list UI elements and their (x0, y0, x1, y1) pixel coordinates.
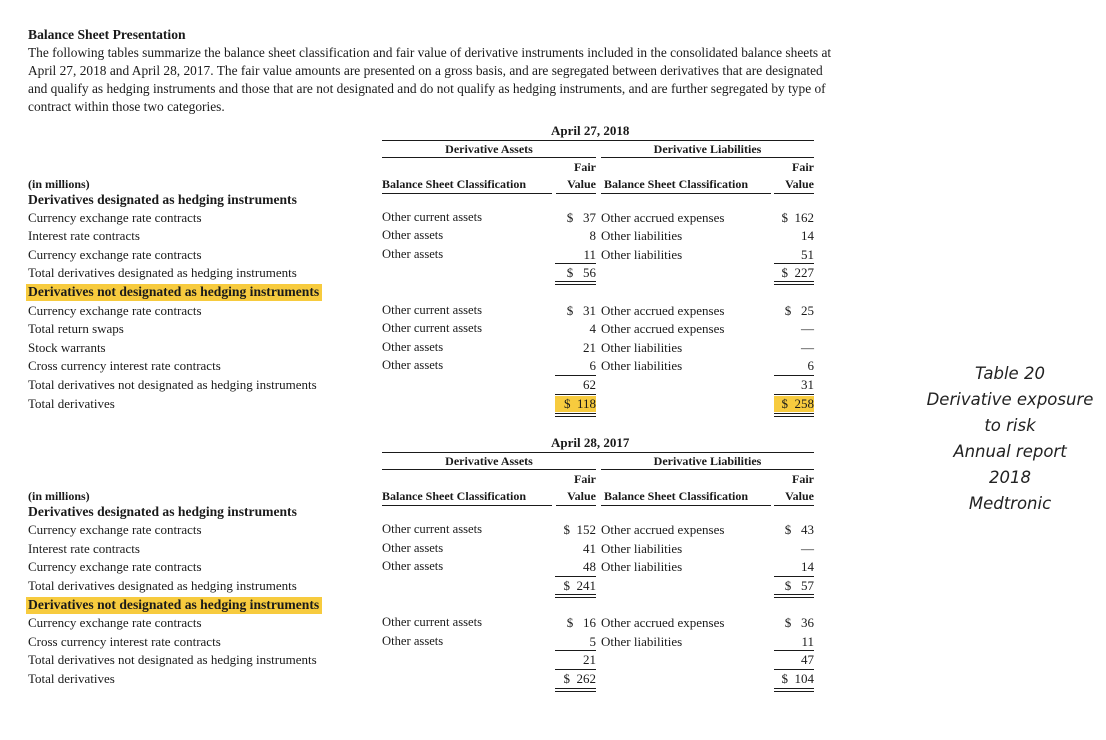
liability-classification: Other liabilities (601, 228, 683, 243)
col-classification-label: Balance Sheet Classification (604, 177, 748, 191)
liability-fair-value: 14 (801, 228, 814, 243)
asset-classification: Other assets (382, 541, 444, 555)
total-not-designated-label: Total derivatives not designated as hedging instruments (28, 652, 317, 667)
table-period-header: April 28, 2017 (551, 435, 630, 450)
asset-fair-value: 41 (583, 541, 596, 556)
asset-fair-value: 11 (583, 247, 596, 262)
liability-classification: Other accrued expenses (601, 210, 725, 225)
liability-fair-value: 14 (801, 559, 814, 574)
intro-paragraph (28, 44, 958, 116)
liability-fair-value: $ 162 (781, 210, 814, 225)
intro-line: The following tables summarize the balance sheet classification and fair value of derivative instruments included in the consolidated balance sheets at (28, 45, 832, 60)
grand-total-assets: $ 118 (555, 396, 596, 412)
liability-fair-value: 11 (801, 634, 814, 649)
total-not-designated-label: Total derivatives not designated as hedging instruments (28, 377, 317, 392)
asset-fair-value: $ 16 (566, 615, 596, 630)
liability-classification: Other liabilities (601, 247, 683, 262)
asset-classification: Other current assets (382, 210, 483, 224)
liability-fair-value: 51 (801, 247, 814, 262)
table-period-header: April 27, 2018 (551, 123, 630, 138)
side-note (910, 361, 1106, 517)
row-label: Currency exchange rate contracts (28, 247, 202, 262)
asset-classification: Other assets (382, 559, 444, 573)
row-label: Currency exchange rate contracts (28, 303, 202, 318)
intro-line: contract within those two categories. (28, 99, 225, 114)
liability-fair-value: 6 (807, 358, 814, 373)
asset-fair-value: $ 37 (566, 210, 596, 225)
side-note-line: Annual report (953, 442, 1067, 461)
col-fair-label: Fair (574, 472, 596, 486)
total-designated-assets: $ 56 (566, 265, 596, 280)
intro-line: April 27, 2018 and April 28, 2017. The fair value amounts are presented on a gross basis, and are segregated between derivatives that are designated (28, 63, 823, 78)
col-classification-label: Balance Sheet Classification (604, 489, 748, 503)
total-designated-liabilities: $ 227 (781, 265, 814, 280)
col-fair-label: Fair (574, 160, 596, 174)
liability-fair-value: $ 36 (784, 615, 814, 630)
liability-classification: Other liabilities (601, 634, 683, 649)
assets-group-header: Derivative Assets (445, 454, 533, 468)
grand-total-label: Total derivatives (28, 671, 115, 686)
grand-total-label: Total derivatives (28, 396, 115, 411)
col-fair-label: Fair (792, 160, 814, 174)
liability-classification: Other liabilities (601, 358, 683, 373)
side-note-line: to risk (984, 416, 1036, 435)
asset-fair-value: 4 (589, 321, 596, 336)
liability-classification: Other liabilities (601, 541, 683, 556)
side-note-line: Derivative exposure (926, 390, 1094, 409)
asset-fair-value: $ 152 (563, 522, 596, 537)
row-label: Currency exchange rate contracts (28, 559, 202, 574)
asset-fair-value: 48 (583, 559, 596, 574)
asset-classification: Other assets (382, 634, 444, 648)
liability-fair-value: — (801, 340, 814, 355)
liability-classification: Other accrued expenses (601, 321, 725, 336)
total-not-designated-assets: 21 (583, 652, 596, 667)
liability-fair-value: $ 25 (784, 303, 814, 318)
asset-fair-value: 6 (589, 358, 596, 373)
side-note-line: Table 20 (975, 364, 1045, 383)
liabilities-group-header: Derivative Liabilities (653, 142, 762, 156)
col-value-label: Value (785, 489, 814, 503)
col-classification-label: Balance Sheet Classification (382, 489, 526, 503)
units-label: (in millions) (28, 177, 90, 191)
row-label: Stock warrants (28, 340, 106, 355)
section-heading-not-designated: Derivatives not designated as hedging instruments (26, 284, 322, 301)
section-title: Balance Sheet Presentation (28, 27, 186, 42)
grand-total-liabilities: $ 104 (781, 671, 814, 686)
total-not-designated-assets: 62 (583, 377, 596, 392)
liability-fair-value: — (801, 321, 814, 336)
section-heading-designated: Derivatives designated as hedging instruments (28, 192, 297, 207)
row-label: Interest rate contracts (28, 228, 140, 243)
side-note-line: 2018 (989, 468, 1031, 487)
total-not-designated-liabilities: 47 (801, 652, 814, 667)
asset-classification: Other assets (382, 247, 444, 261)
liability-classification: Other liabilities (601, 340, 683, 355)
asset-classification: Other current assets (382, 522, 483, 536)
liability-classification: Other liabilities (601, 559, 683, 574)
asset-classification: Other assets (382, 358, 444, 372)
liability-classification: Other accrued expenses (601, 615, 725, 630)
col-fair-label: Fair (792, 472, 814, 486)
row-label: Interest rate contracts (28, 541, 140, 556)
total-designated-label: Total derivatives designated as hedging instruments (28, 265, 297, 280)
row-label: Cross currency interest rate contracts (28, 358, 221, 373)
asset-classification: Other assets (382, 228, 444, 242)
liability-fair-value: — (801, 541, 814, 556)
asset-fair-value: 5 (589, 634, 596, 649)
row-label: Cross currency interest rate contracts (28, 634, 221, 649)
grand-total-liabilities: $ 258 (774, 396, 814, 412)
total-designated-assets: $ 241 (563, 578, 596, 593)
units-label: (in millions) (28, 489, 90, 503)
col-value-label: Value (567, 489, 596, 503)
asset-classification: Other assets (382, 340, 444, 354)
total-designated-liabilities: $ 57 (784, 578, 814, 593)
asset-classification: Other current assets (382, 321, 483, 335)
row-label: Currency exchange rate contracts (28, 210, 202, 225)
side-note-line: Medtronic (968, 494, 1052, 513)
row-label: Currency exchange rate contracts (28, 522, 202, 537)
liability-fair-value: $ 43 (784, 522, 814, 537)
col-value-label: Value (567, 177, 596, 191)
col-classification-label: Balance Sheet Classification (382, 177, 526, 191)
assets-group-header: Derivative Assets (445, 142, 533, 156)
col-value-label: Value (785, 177, 814, 191)
total-not-designated-liabilities: 31 (801, 377, 814, 392)
total-designated-label: Total derivatives designated as hedging instruments (28, 578, 297, 593)
asset-classification: Other current assets (382, 303, 483, 317)
asset-fair-value: 8 (589, 228, 596, 243)
section-heading-not-designated: Derivatives not designated as hedging instruments (26, 597, 322, 614)
asset-fair-value: $ 31 (566, 303, 596, 318)
row-label: Total return swaps (28, 321, 124, 336)
row-label: Currency exchange rate contracts (28, 615, 202, 630)
liabilities-group-header: Derivative Liabilities (653, 454, 762, 468)
liability-classification: Other accrued expenses (601, 522, 725, 537)
asset-fair-value: 21 (583, 340, 596, 355)
asset-classification: Other current assets (382, 615, 483, 629)
grand-total-assets: $ 262 (563, 671, 596, 686)
liability-classification: Other accrued expenses (601, 303, 725, 318)
intro-line: and qualify as hedging instruments and those that are not designated and do not qualify as hedging instruments, and are further segregated by type of (28, 81, 826, 96)
section-heading-designated: Derivatives designated as hedging instruments (28, 504, 297, 519)
